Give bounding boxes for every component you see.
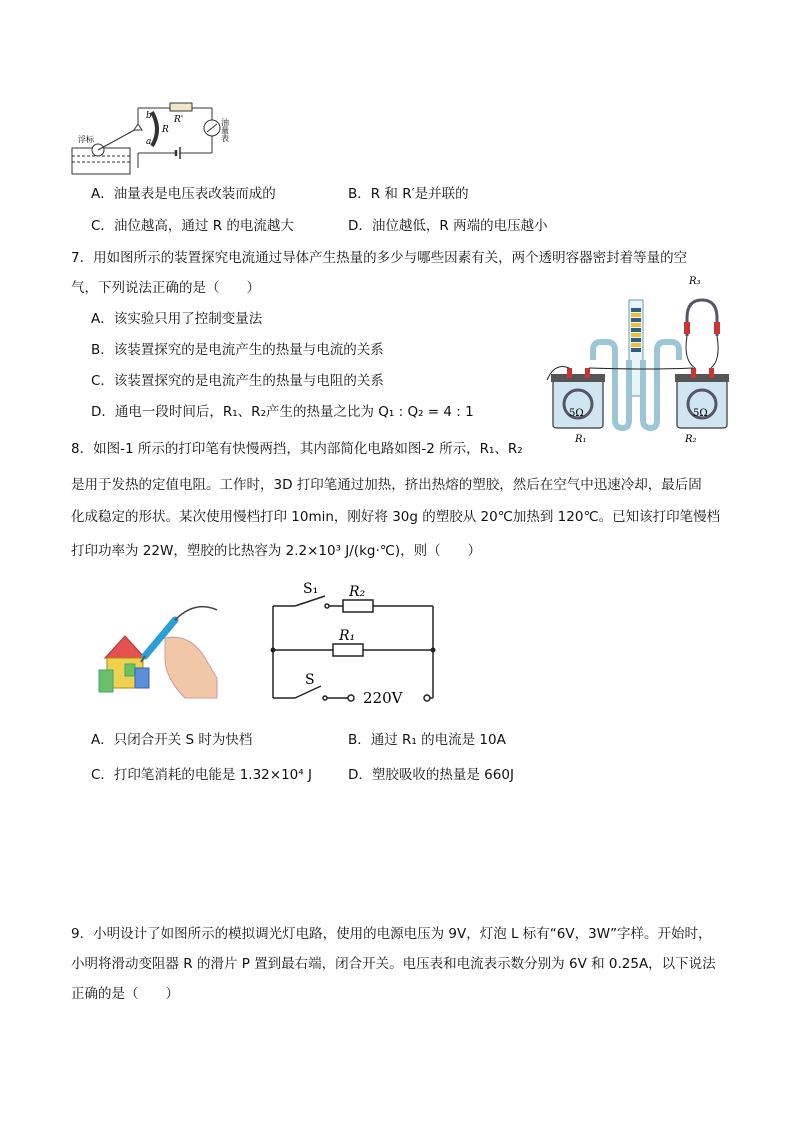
s1-label: S₁ — [303, 581, 319, 597]
r1-circuit-label: R₁ — [339, 628, 356, 644]
a-label: a — [146, 137, 152, 147]
q7-option-c: C．该装置探究的是电流产生的热量与电阻的关系 — [91, 373, 384, 389]
right-res-label: 5Ω — [693, 408, 708, 419]
left-res-label: 5Ω — [569, 408, 584, 419]
q6-option-d: D．油位越低，R 两端的电压越小 — [348, 218, 548, 234]
3d-pen-figure — [95, 598, 220, 700]
q7-option-b: B．该装置探究的是电流产生的热量与电流的关系 — [91, 342, 384, 358]
fuel-gauge-figure — [70, 98, 245, 178]
q9-stem-line3: 正确的是（ ） — [71, 986, 179, 1002]
b-label: b — [146, 111, 152, 121]
q9-stem-line2: 小明将滑动变阻器 R 的滑片 P 置到最右端，闭合开关。电压表和电流表示数分别为 6V 和 0.25A，以下说法 — [71, 956, 716, 972]
r2-circuit-label: R₂ — [349, 584, 366, 600]
q9-stem-line1: 9．小明设计了如图所示的模拟调光灯电路，使用的电源电压为 9V，灯泡 L 标有“6V，3W”字样。开始时， — [71, 926, 712, 942]
voltage-label: 220V — [363, 689, 403, 707]
meter-label: 油量表 — [220, 118, 230, 142]
q6-option-c: C．油位越高，通过 R 的电流越大 — [91, 218, 294, 234]
rprime-label: R' — [174, 115, 184, 125]
s-label: S — [305, 672, 315, 688]
q7-stem-line2: 气，下列说法正确的是（ ） — [71, 280, 260, 296]
q8-option-c: C．打印笔消耗的电能是 1.32×10⁴ J — [91, 767, 312, 783]
heating-apparatus-figure — [545, 270, 745, 448]
q6-option-a: A．油量表是电压表改装而成的 — [91, 186, 276, 202]
q7-option-d: D．通电一段时间后，R₁、R₂产生的热量之比为 Q₁ : Q₂ = 4 : 1 — [91, 404, 474, 420]
q8-option-a: A．只闭合开关 S 时为快档 — [91, 732, 253, 748]
q8-stem-line3: 化成稳定的形状。某次使用慢档打印 10min，刚好将 30g 的塑胶从 20℃加热到 120℃。已知该打印笔慢档 — [71, 509, 721, 525]
r2-label: R₂ — [685, 434, 697, 445]
r1-label: R₁ — [575, 434, 587, 445]
q8-option-b: B．通过 R₁ 的电流是 10A — [348, 732, 506, 748]
r3-label: R₃ — [689, 276, 701, 287]
q8-stem-line4: 打印功率为 22W，塑胶的比热容为 2.2×10³ J/(kg·℃)，则（ ） — [71, 543, 482, 559]
q7-option-a: A．该实验只用了控制变量法 — [91, 311, 263, 327]
q8-stem-line2: 是用于发热的定值电阻。工作时，3D 打印笔通过加热，挤出热熔的塑胶，然后在空气中迅速冷却，最后固 — [71, 477, 702, 493]
q8-option-d: D．塑胶吸收的热量是 660J — [348, 767, 514, 783]
q7-stem-line1: 7．用如图所示的装置探究电流通过导体产生热量的多少与哪些因素有关，两个透明容器密封着等量的空 — [71, 250, 688, 266]
q8-stem-line1: 8．如图-1 所示的打印笔有快慢两挡，其内部简化电路如图-2 所示，R₁、R₂ — [71, 441, 523, 457]
r-label: R — [162, 125, 169, 135]
pen-circuit-figure — [265, 578, 445, 708]
float-label: 浮标 — [78, 135, 94, 144]
q6-option-b: B．R 和 R′是并联的 — [348, 186, 469, 202]
